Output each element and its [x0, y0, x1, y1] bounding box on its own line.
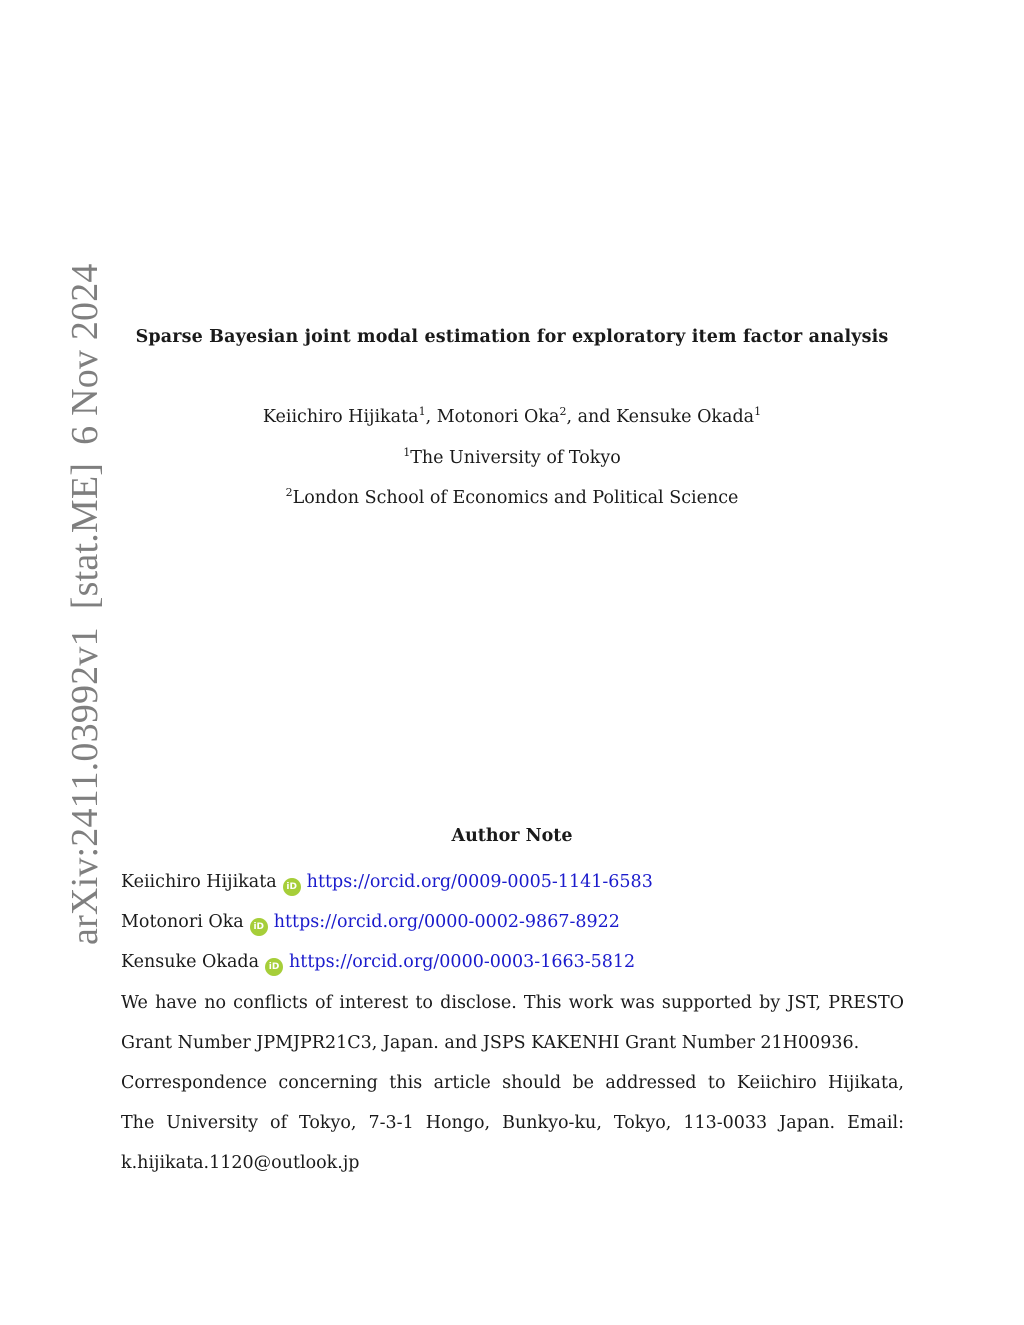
affiliation-marker: 1	[403, 446, 411, 459]
orcid-link[interactable]: https://orcid.org/0000-0002-9867-8922	[273, 912, 620, 932]
orcid-author-name: Keiichiro Hijikata	[121, 872, 277, 892]
author-separator: , and	[566, 407, 617, 427]
orcid-entry	[121, 872, 653, 896]
author-name: Kensuke Okada	[616, 407, 755, 427]
orcid-entry	[121, 912, 620, 936]
arxiv-category: [stat.ME]	[64, 462, 106, 610]
paragraph-line: We have no conflicts of interest to disclose. This work was supported by JST, PRESTO	[121, 993, 904, 1013]
arxiv-id[interactable]: arXiv:2411.03992v1	[64, 627, 106, 945]
affiliation-name: London School of Economics and Political Science	[292, 488, 739, 508]
affiliation-marker: 1	[418, 405, 426, 418]
orcid-author-name: Kensuke Okada	[121, 952, 260, 972]
paragraph-line: Correspondence concerning this article should be addressed to Keiichiro Hijikata,	[121, 1073, 904, 1093]
orcid-author-name: Motonori Oka	[121, 912, 244, 932]
affiliation-2	[0, 488, 1024, 508]
affiliation-marker: 2	[285, 486, 293, 499]
orcid-icon[interactable]: iD	[250, 918, 268, 936]
paragraph-line: The University of Tokyo, 7-3-1 Hongo, Bunkyo-ku, Tokyo, 113-0033 Japan. Email:	[121, 1113, 904, 1133]
orcid-entry	[121, 952, 635, 976]
author-separator: ,	[425, 407, 437, 427]
correspondence-paragraph	[121, 1063, 904, 1183]
paper-title: Sparse Bayesian joint modal estimation for exploratory item factor analysis	[135, 327, 889, 347]
orcid-icon[interactable]: iD	[265, 958, 283, 976]
correspondence-email: k.hijikata.1120@outlook.jp	[121, 1153, 360, 1173]
arxiv-stamp	[63, 263, 107, 945]
orcid-icon[interactable]: iD	[283, 878, 301, 896]
orcid-link[interactable]: https://orcid.org/0000-0003-1663-5812	[289, 952, 636, 972]
affiliation-marker: 2	[559, 405, 567, 418]
author-name: Keiichiro Hijikata	[262, 407, 419, 427]
author-name: Motonori Oka	[436, 407, 560, 427]
author-note-heading: Author Note	[451, 826, 573, 846]
affiliation-marker: 1	[754, 405, 762, 418]
affiliation-name: The University of Tokyo	[410, 448, 621, 468]
conflicts-paragraph	[121, 983, 904, 1063]
author-list	[0, 407, 1024, 427]
arxiv-date: 6 Nov 2024	[64, 263, 106, 445]
paragraph-line: Grant Number JPMJPR21C3, Japan. and JSPS KAKENHI Grant Number 21H00936.	[121, 1033, 860, 1053]
orcid-link[interactable]: https://orcid.org/0009-0005-1141-6583	[306, 872, 653, 892]
affiliation-1	[0, 448, 1024, 468]
